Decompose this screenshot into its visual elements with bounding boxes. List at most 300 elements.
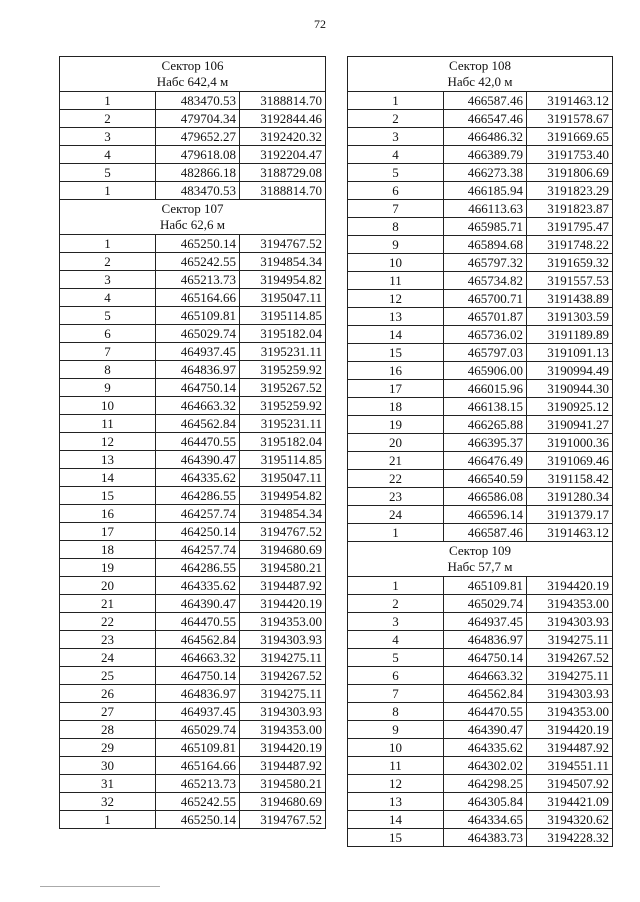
y-coordinate-cell: 3194551.11 [527, 757, 613, 775]
point-number-cell: 22 [60, 613, 156, 631]
x-coordinate-cell: 465736.02 [444, 326, 527, 344]
sector-title: Сектор 109 [449, 543, 512, 558]
x-coordinate-cell: 466113.63 [444, 200, 527, 218]
sector-header-row [60, 57, 326, 92]
table-row [60, 271, 326, 289]
x-coordinate-cell: 464257.74 [156, 541, 240, 559]
y-coordinate-cell: 3194353.00 [240, 613, 326, 631]
table-row [60, 164, 326, 182]
table-row [348, 398, 613, 416]
x-coordinate-cell: 464390.47 [156, 595, 240, 613]
table-row [348, 92, 613, 110]
point-number-cell: 27 [60, 703, 156, 721]
table-row [60, 289, 326, 307]
point-number-cell: 1 [348, 524, 444, 542]
y-coordinate-cell: 3191463.12 [527, 524, 613, 542]
table-row [60, 92, 326, 110]
sector-header-row [348, 57, 613, 92]
point-number-cell: 16 [60, 505, 156, 523]
table-row [348, 703, 613, 721]
y-coordinate-cell: 3195047.11 [240, 289, 326, 307]
table-row [60, 110, 326, 128]
x-coordinate-cell: 466587.46 [444, 92, 527, 110]
table-row [60, 487, 326, 505]
x-coordinate-cell: 464562.84 [156, 415, 240, 433]
table-row [60, 433, 326, 451]
point-number-cell: 2 [348, 110, 444, 128]
sector-title: Сектор 108 [449, 58, 512, 73]
sector-title: Сектор 106 [161, 58, 224, 73]
y-coordinate-cell: 3194767.52 [240, 523, 326, 541]
x-coordinate-cell: 466138.15 [444, 398, 527, 416]
x-coordinate-cell: 464663.32 [156, 397, 240, 415]
point-number-cell: 21 [348, 452, 444, 470]
x-coordinate-cell: 466389.79 [444, 146, 527, 164]
table-row [348, 649, 613, 667]
point-number-cell: 10 [348, 254, 444, 272]
y-coordinate-cell: 3195047.11 [240, 469, 326, 487]
y-coordinate-cell: 3192844.46 [240, 110, 326, 128]
sector-height: Набс 57,7 м [447, 559, 513, 574]
x-coordinate-cell: 465029.74 [156, 325, 240, 343]
point-number-cell: 1 [60, 182, 156, 200]
sector-height: Набс 62,6 м [159, 217, 226, 232]
sector-title: Сектор 107 [161, 201, 224, 216]
y-coordinate-cell: 3194420.19 [527, 721, 613, 739]
table-row [348, 452, 613, 470]
x-coordinate-cell: 465701.87 [444, 308, 527, 326]
x-coordinate-cell: 465109.81 [156, 739, 240, 757]
y-coordinate-cell: 3190944.30 [527, 380, 613, 398]
point-number-cell: 5 [60, 307, 156, 325]
table-row [348, 182, 613, 200]
point-number-cell: 18 [60, 541, 156, 559]
table-row [60, 505, 326, 523]
y-coordinate-cell: 3190925.12 [527, 398, 613, 416]
x-coordinate-cell: 479618.08 [156, 146, 240, 164]
point-number-cell: 1 [60, 235, 156, 253]
point-number-cell: 21 [60, 595, 156, 613]
table-row [348, 362, 613, 380]
table-row [348, 775, 613, 793]
y-coordinate-cell: 3188729.08 [240, 164, 326, 182]
table-row [348, 380, 613, 398]
point-number-cell: 3 [348, 128, 444, 146]
x-coordinate-cell: 466265.88 [444, 416, 527, 434]
y-coordinate-cell: 3194487.92 [527, 739, 613, 757]
y-coordinate-cell: 3195259.92 [240, 397, 326, 415]
table-row [348, 272, 613, 290]
point-number-cell: 20 [60, 577, 156, 595]
y-coordinate-cell: 3194854.34 [240, 505, 326, 523]
table-row [348, 254, 613, 272]
y-coordinate-cell: 3195267.52 [240, 379, 326, 397]
y-coordinate-cell: 3194767.52 [240, 235, 326, 253]
y-coordinate-cell: 3194267.52 [240, 667, 326, 685]
x-coordinate-cell: 464470.55 [444, 703, 527, 721]
table-row [348, 793, 613, 811]
table-row [60, 361, 326, 379]
point-number-cell: 6 [60, 325, 156, 343]
point-number-cell: 5 [348, 649, 444, 667]
x-coordinate-cell: 466586.08 [444, 488, 527, 506]
y-coordinate-cell: 3194275.11 [240, 649, 326, 667]
point-number-cell: 15 [60, 487, 156, 505]
y-coordinate-cell: 3191806.69 [527, 164, 613, 182]
y-coordinate-cell: 3192204.47 [240, 146, 326, 164]
point-number-cell: 1 [348, 92, 444, 110]
table-row [348, 811, 613, 829]
table-row [348, 721, 613, 739]
x-coordinate-cell: 483470.53 [156, 92, 240, 110]
x-coordinate-cell: 464836.97 [156, 361, 240, 379]
table-row [348, 344, 613, 362]
table-row [348, 164, 613, 182]
y-coordinate-cell: 3191748.22 [527, 236, 613, 254]
point-number-cell: 1 [348, 577, 444, 595]
y-coordinate-cell: 3194680.69 [240, 541, 326, 559]
y-coordinate-cell: 3194680.69 [240, 793, 326, 811]
point-number-cell: 12 [348, 290, 444, 308]
point-number-cell: 9 [348, 721, 444, 739]
y-coordinate-cell: 3194421.09 [527, 793, 613, 811]
point-number-cell: 1 [60, 811, 156, 829]
y-coordinate-cell: 3194487.92 [240, 757, 326, 775]
table-row [348, 200, 613, 218]
point-number-cell: 31 [60, 775, 156, 793]
x-coordinate-cell: 464383.73 [444, 829, 527, 847]
y-coordinate-cell: 3194275.11 [527, 631, 613, 649]
point-number-cell: 24 [60, 649, 156, 667]
x-coordinate-cell: 465797.03 [444, 344, 527, 362]
y-coordinate-cell: 3191578.67 [527, 110, 613, 128]
point-number-cell: 5 [60, 164, 156, 182]
y-coordinate-cell: 3191659.32 [527, 254, 613, 272]
x-coordinate-cell: 464305.84 [444, 793, 527, 811]
table-row [348, 218, 613, 236]
point-number-cell: 20 [348, 434, 444, 452]
x-coordinate-cell: 464750.14 [156, 379, 240, 397]
point-number-cell: 12 [60, 433, 156, 451]
x-coordinate-cell: 464836.97 [444, 631, 527, 649]
point-number-cell: 11 [348, 757, 444, 775]
point-number-cell: 10 [60, 397, 156, 415]
table-row [348, 524, 613, 542]
x-coordinate-cell: 465213.73 [156, 271, 240, 289]
point-number-cell: 1 [60, 92, 156, 110]
point-number-cell: 6 [348, 667, 444, 685]
x-coordinate-cell: 465250.14 [156, 235, 240, 253]
table-row [348, 128, 613, 146]
table-row [60, 397, 326, 415]
y-coordinate-cell: 3191823.29 [527, 182, 613, 200]
table-row [348, 757, 613, 775]
point-number-cell: 14 [348, 326, 444, 344]
y-coordinate-cell: 3195182.04 [240, 433, 326, 451]
y-coordinate-cell: 3194954.82 [240, 487, 326, 505]
x-coordinate-cell: 465029.74 [156, 721, 240, 739]
point-number-cell: 14 [60, 469, 156, 487]
table-row [348, 326, 613, 344]
point-number-cell: 8 [60, 361, 156, 379]
y-coordinate-cell: 3194267.52 [527, 649, 613, 667]
sector-header [348, 542, 613, 577]
y-coordinate-cell: 3191823.87 [527, 200, 613, 218]
y-coordinate-cell: 3194507.92 [527, 775, 613, 793]
point-number-cell: 17 [60, 523, 156, 541]
y-coordinate-cell: 3194303.93 [527, 613, 613, 631]
x-coordinate-cell: 464470.55 [156, 613, 240, 631]
y-coordinate-cell: 3191379.17 [527, 506, 613, 524]
table-row [348, 667, 613, 685]
point-number-cell: 7 [348, 200, 444, 218]
y-coordinate-cell: 3191189.89 [527, 326, 613, 344]
x-coordinate-cell: 464562.84 [444, 685, 527, 703]
x-coordinate-cell: 465213.73 [156, 775, 240, 793]
y-coordinate-cell: 3191463.12 [527, 92, 613, 110]
x-coordinate-cell: 464836.97 [156, 685, 240, 703]
point-number-cell: 15 [348, 829, 444, 847]
y-coordinate-cell: 3195259.92 [240, 361, 326, 379]
x-coordinate-cell: 464334.65 [444, 811, 527, 829]
y-coordinate-cell: 3191280.34 [527, 488, 613, 506]
x-coordinate-cell: 483470.53 [156, 182, 240, 200]
table-row [60, 793, 326, 811]
table-row [60, 343, 326, 361]
table-row [348, 613, 613, 631]
x-coordinate-cell: 466547.46 [444, 110, 527, 128]
point-number-cell: 29 [60, 739, 156, 757]
point-number-cell: 3 [348, 613, 444, 631]
point-number-cell: 30 [60, 757, 156, 775]
y-coordinate-cell: 3190994.49 [527, 362, 613, 380]
table-row [60, 469, 326, 487]
y-coordinate-cell: 3191303.59 [527, 308, 613, 326]
x-coordinate-cell: 464562.84 [156, 631, 240, 649]
table-row [60, 721, 326, 739]
table-row [60, 182, 326, 200]
y-coordinate-cell: 3195231.11 [240, 343, 326, 361]
table-row [348, 146, 613, 164]
y-coordinate-cell: 3194320.62 [527, 811, 613, 829]
table-row [60, 235, 326, 253]
x-coordinate-cell: 464250.14 [156, 523, 240, 541]
y-coordinate-cell: 3194420.19 [527, 577, 613, 595]
table-row [60, 739, 326, 757]
x-coordinate-cell: 464286.55 [156, 559, 240, 577]
point-number-cell: 4 [60, 146, 156, 164]
x-coordinate-cell: 465109.81 [444, 577, 527, 595]
coordinates-table-left [59, 56, 326, 829]
point-number-cell: 2 [60, 110, 156, 128]
x-coordinate-cell: 465985.71 [444, 218, 527, 236]
x-coordinate-cell: 466273.38 [444, 164, 527, 182]
x-coordinate-cell: 464750.14 [444, 649, 527, 667]
sector-header [348, 57, 613, 92]
table-row [348, 829, 613, 847]
x-coordinate-cell: 464257.74 [156, 505, 240, 523]
x-coordinate-cell: 466596.14 [444, 506, 527, 524]
y-coordinate-cell: 3194767.52 [240, 811, 326, 829]
point-number-cell: 10 [348, 739, 444, 757]
y-coordinate-cell: 3190941.27 [527, 416, 613, 434]
point-number-cell: 5 [348, 164, 444, 182]
table-row [60, 667, 326, 685]
table-row [60, 541, 326, 559]
x-coordinate-cell: 465734.82 [444, 272, 527, 290]
table-row [60, 595, 326, 613]
y-coordinate-cell: 3194353.00 [527, 703, 613, 721]
y-coordinate-cell: 3188814.70 [240, 182, 326, 200]
table-row [60, 811, 326, 829]
table-row [60, 451, 326, 469]
table-row [60, 559, 326, 577]
x-coordinate-cell: 466395.37 [444, 434, 527, 452]
sector-header-row [348, 542, 613, 577]
point-number-cell: 32 [60, 793, 156, 811]
table-row [60, 703, 326, 721]
table-row [60, 631, 326, 649]
x-coordinate-cell: 466540.59 [444, 470, 527, 488]
point-number-cell: 11 [60, 415, 156, 433]
point-number-cell: 24 [348, 506, 444, 524]
point-number-cell: 2 [60, 253, 156, 271]
y-coordinate-cell: 3195114.85 [240, 307, 326, 325]
table-row [60, 757, 326, 775]
y-coordinate-cell: 3194353.00 [527, 595, 613, 613]
table-row [348, 739, 613, 757]
x-coordinate-cell: 465164.66 [156, 757, 240, 775]
point-number-cell: 25 [60, 667, 156, 685]
point-number-cell: 7 [348, 685, 444, 703]
x-coordinate-cell: 465797.32 [444, 254, 527, 272]
x-coordinate-cell: 466185.94 [444, 182, 527, 200]
x-coordinate-cell: 465242.55 [156, 253, 240, 271]
y-coordinate-cell: 3191669.65 [527, 128, 613, 146]
table-row [60, 613, 326, 631]
y-coordinate-cell: 3191438.89 [527, 290, 613, 308]
point-number-cell: 8 [348, 703, 444, 721]
y-coordinate-cell: 3195182.04 [240, 325, 326, 343]
table-row [60, 325, 326, 343]
x-coordinate-cell: 465906.00 [444, 362, 527, 380]
sector-header [60, 200, 326, 235]
point-number-cell: 15 [348, 344, 444, 362]
table-row [348, 308, 613, 326]
table-row [348, 488, 613, 506]
table-row [60, 146, 326, 164]
x-coordinate-cell: 465029.74 [444, 595, 527, 613]
x-coordinate-cell: 464390.47 [156, 451, 240, 469]
x-coordinate-cell: 466015.96 [444, 380, 527, 398]
x-coordinate-cell: 464286.55 [156, 487, 240, 505]
y-coordinate-cell: 3194228.32 [527, 829, 613, 847]
x-coordinate-cell: 464663.32 [444, 667, 527, 685]
point-number-cell: 8 [348, 218, 444, 236]
table-row [60, 307, 326, 325]
x-coordinate-cell: 479704.34 [156, 110, 240, 128]
point-number-cell: 14 [348, 811, 444, 829]
sector-height: Набс 42,0 м [447, 74, 513, 89]
table-row [348, 595, 613, 613]
point-number-cell: 22 [348, 470, 444, 488]
y-coordinate-cell: 3195114.85 [240, 451, 326, 469]
y-coordinate-cell: 3194420.19 [240, 739, 326, 757]
point-number-cell: 12 [348, 775, 444, 793]
y-coordinate-cell: 3194580.21 [240, 559, 326, 577]
x-coordinate-cell: 465164.66 [156, 289, 240, 307]
x-coordinate-cell: 465250.14 [156, 811, 240, 829]
table-row [348, 434, 613, 452]
y-coordinate-cell: 3194303.93 [240, 703, 326, 721]
point-number-cell: 19 [348, 416, 444, 434]
point-number-cell: 6 [348, 182, 444, 200]
table-row [60, 128, 326, 146]
point-number-cell: 9 [60, 379, 156, 397]
point-number-cell: 13 [348, 308, 444, 326]
point-number-cell: 13 [348, 793, 444, 811]
x-coordinate-cell: 482866.18 [156, 164, 240, 182]
point-number-cell: 13 [60, 451, 156, 469]
y-coordinate-cell: 3191091.13 [527, 344, 613, 362]
point-number-cell: 3 [60, 271, 156, 289]
table-row [348, 631, 613, 649]
point-number-cell: 2 [348, 595, 444, 613]
x-coordinate-cell: 464470.55 [156, 433, 240, 451]
table-row [348, 506, 613, 524]
table-row [60, 577, 326, 595]
x-coordinate-cell: 464390.47 [444, 721, 527, 739]
point-number-cell: 4 [348, 631, 444, 649]
x-coordinate-cell: 465109.81 [156, 307, 240, 325]
y-coordinate-cell: 3191000.36 [527, 434, 613, 452]
y-coordinate-cell: 3191753.40 [527, 146, 613, 164]
y-coordinate-cell: 3194275.11 [527, 667, 613, 685]
point-number-cell: 4 [348, 146, 444, 164]
y-coordinate-cell: 3192420.32 [240, 128, 326, 146]
y-coordinate-cell: 3194420.19 [240, 595, 326, 613]
x-coordinate-cell: 464298.25 [444, 775, 527, 793]
point-number-cell: 7 [60, 343, 156, 361]
table-row [60, 253, 326, 271]
table-row [348, 577, 613, 595]
table-row [348, 110, 613, 128]
point-number-cell: 11 [348, 272, 444, 290]
point-number-cell: 17 [348, 380, 444, 398]
x-coordinate-cell: 464937.45 [156, 703, 240, 721]
table-row [348, 416, 613, 434]
point-number-cell: 18 [348, 398, 444, 416]
x-coordinate-cell: 464663.32 [156, 649, 240, 667]
x-coordinate-cell: 464335.62 [444, 739, 527, 757]
x-coordinate-cell: 466587.46 [444, 524, 527, 542]
table-row [60, 379, 326, 397]
x-coordinate-cell: 479652.27 [156, 128, 240, 146]
x-coordinate-cell: 464750.14 [156, 667, 240, 685]
sector-header-row [60, 200, 326, 235]
x-coordinate-cell: 464937.45 [444, 613, 527, 631]
x-coordinate-cell: 464302.02 [444, 757, 527, 775]
point-number-cell: 9 [348, 236, 444, 254]
table-row [60, 415, 326, 433]
point-number-cell: 28 [60, 721, 156, 739]
x-coordinate-cell: 465700.71 [444, 290, 527, 308]
table-row [60, 523, 326, 541]
point-number-cell: 23 [60, 631, 156, 649]
y-coordinate-cell: 3194303.93 [527, 685, 613, 703]
y-coordinate-cell: 3194353.00 [240, 721, 326, 739]
x-coordinate-cell: 466476.49 [444, 452, 527, 470]
